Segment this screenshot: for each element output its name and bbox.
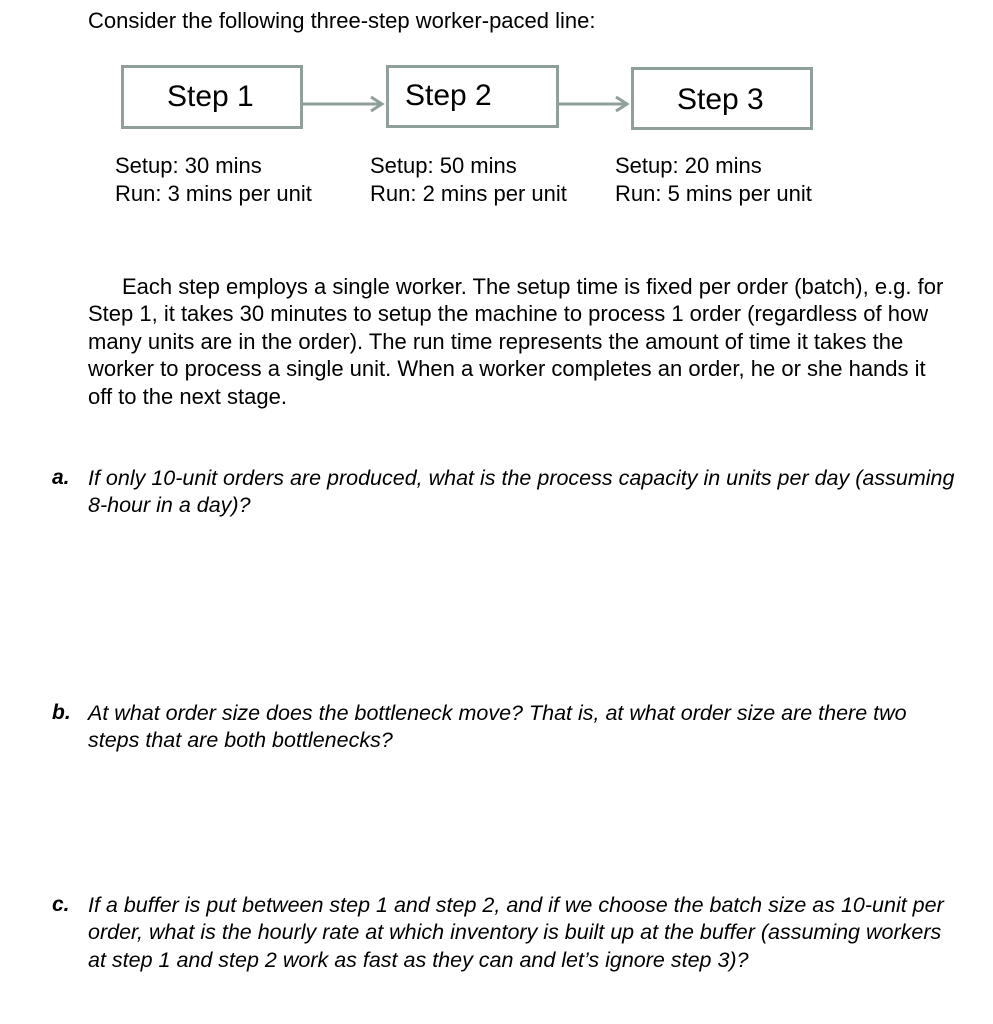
step-1-specs	[115, 152, 312, 208]
step-3-setup: Setup: 20 mins	[615, 153, 762, 178]
step-3-run: Run: 5 mins per unit	[615, 181, 812, 206]
question-c-label: c.	[52, 893, 70, 916]
step-3-specs	[615, 152, 812, 208]
intro-text: Consider the following three-step worker-paced line:	[88, 8, 596, 33]
step-2-run: Run: 2 mins per unit	[370, 181, 567, 206]
question-b-text: At what order size does the bottleneck move? That is, at what order size are there two steps that are both bottlenecks?	[88, 701, 907, 753]
flow-arrows	[0, 0, 993, 160]
step-2-specs	[370, 152, 567, 208]
step-1-label: Step 1	[167, 80, 254, 113]
step-1-setup: Setup: 30 mins	[115, 153, 262, 178]
step-1-run: Run: 3 mins per unit	[115, 181, 312, 206]
question-a-text: If only 10-unit orders are produced, what is the process capacity in units per day (assuming 8-hour in a day)?	[88, 466, 955, 518]
question-b-label: b.	[52, 701, 71, 724]
step-3-label: Step 3	[677, 82, 764, 116]
step-2-setup: Setup: 50 mins	[370, 153, 517, 178]
step-2-label: Step 2	[405, 78, 492, 112]
question-a-label: a.	[52, 466, 70, 489]
question-c-text: If a buffer is put between step 1 and step 2, and if we choose the batch size as 10-unit per order, what is the hourly rate at which inventory is built up at the buffer (assuming workers at step 1 and step 2 work as fast as they can and let’s ignore step 3)?	[88, 893, 944, 972]
description-paragraph: Each step employs a single worker. The setup time is fixed per order (batch), e.g. for Step 1, it takes 30 minutes to setup the machine to process 1 order (regardless of how many units are in the order). The run time represents the amount of time it takes the worker to process a single unit. When a worker completes an order, he or she hands it off to the next stage.	[88, 274, 944, 409]
